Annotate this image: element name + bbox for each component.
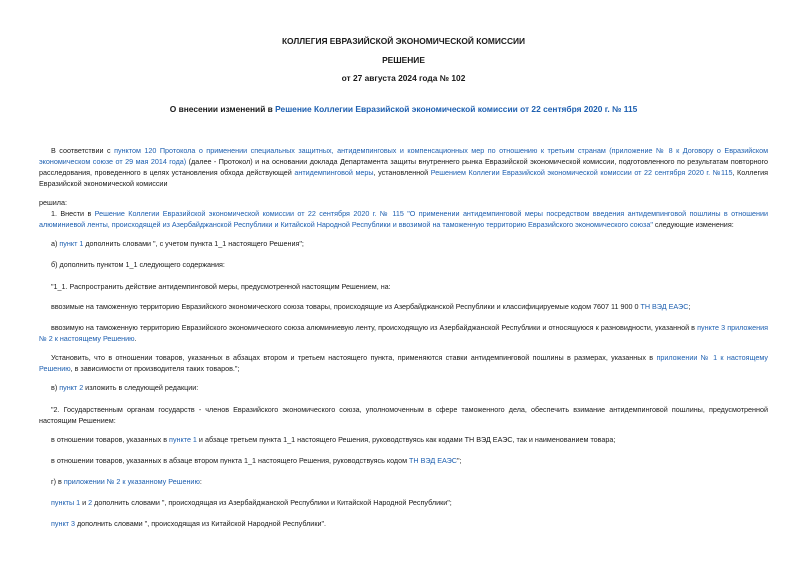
title-text: О внесении изменений в xyxy=(169,104,276,114)
appendix-1-link[interactable]: приложении № 1 к настоящему Решению xyxy=(39,353,768,373)
document-title xyxy=(0,104,807,115)
title-decision-link[interactable]: Решение Коллегии Евразийской экономической комиссии от 22 сентября 2020 г. № 115 xyxy=(275,104,638,114)
point-1-link[interactable]: пункт 1 xyxy=(59,239,84,248)
text: ввозимые на таможенную территорию Евразийского экономического союза товары, происходящие из Азербайджанской Республики и классифицируемые кодом 7607 11 900 0 xyxy=(51,302,641,311)
paragraph-rates xyxy=(39,352,768,374)
appendix-2-point-3-link[interactable]: пункте 3 приложения № 2 к настоящему Решению xyxy=(39,323,768,343)
paragraph-goods-code-only xyxy=(39,455,768,466)
text: , в зависимости от производителя таких товаров."; xyxy=(70,364,240,373)
text: в отношении товаров, указанных в абзаце втором пункта 1_1 настоящего Решения, руководствуясь кодом xyxy=(51,456,410,465)
paragraph-points-1-2 xyxy=(39,497,768,508)
paragraph-1-1: "1_1. Распространить действие антидемпинговой меры, предусмотренной настоящим Решением, на: xyxy=(51,282,391,291)
paragraph-preamble xyxy=(39,145,768,189)
antidumping-measure-link[interactable]: антидемпинговой меры xyxy=(294,168,374,177)
paragraph-goods-codes xyxy=(39,434,768,445)
paragraph-aluminum-tape xyxy=(39,322,768,344)
paragraph-point-3 xyxy=(39,518,768,529)
issuer-heading: КОЛЛЕГИЯ ЕВРАЗИЙСКОЙ ЭКОНОМИЧЕСКОЙ КОМИССИИ xyxy=(281,36,526,46)
paragraph-2: "2. Государственным органам государств - членов Евразийского экономического союза, уполномоченным в сфере таможенного дела, обеспечить взимание антидемпинговой пошлины, предусмотренной настоящим Решением: xyxy=(39,405,768,425)
decision-115-link[interactable]: Решением Коллегии Евразийской экономической комиссии от 22 сентября 2020 г. №115 xyxy=(430,168,733,177)
text: в) xyxy=(51,383,60,392)
paragraph-goods xyxy=(39,301,768,312)
text: , установленной xyxy=(373,168,431,177)
tnved-code-link[interactable]: ТН ВЭД ЕАЭС xyxy=(409,456,457,465)
point-1-ref-link[interactable]: пункте 1 xyxy=(169,435,197,444)
text: В соответствии с xyxy=(51,146,115,155)
text: в отношении товаров, указанных в xyxy=(51,435,170,444)
text: г) в xyxy=(51,477,64,486)
point-2-ref-link[interactable]: 2 xyxy=(88,498,93,507)
paragraph-resolved: решила: xyxy=(39,198,67,207)
text: и абзаце третьем пункта 1_1 настоящего Решения, руководствуясь как кодами ТН ВЭД ЕАЭС, так и наименованием товара; xyxy=(196,435,616,444)
text: "; xyxy=(457,456,462,465)
text: следующие изменения: xyxy=(652,220,734,229)
text: а) xyxy=(51,239,60,248)
protocol-link[interactable]: пунктом 120 Протокола о применении специальных защитных, антидемпинговых и компенсационных мер по отношению к третьим странам (приложение № 8 к Договору о Евразийском экономическом союзе от 29 мая 2014 года) xyxy=(39,146,769,166)
paragraph-g xyxy=(39,476,768,487)
text: дополнить словами ", происходящая из Азербайджанской Республики и Китайской Народной Республики"; xyxy=(92,498,452,507)
points-1-link[interactable]: пункты 1 xyxy=(51,498,81,507)
text: дополнить словами ", с учетом пункта 1_1 настоящего Решения"; xyxy=(83,239,304,248)
paragraph-a xyxy=(39,238,768,249)
text: 1. Внести в xyxy=(51,209,95,218)
text: ввозимую на таможенную территорию Евразийского экономического союза алюминиевую ленту, происходящую из Азербайджанской Республики и относящуюся к разновидности, указанной в xyxy=(51,323,698,332)
text: : xyxy=(199,477,202,486)
paragraph-1 xyxy=(39,208,768,230)
text: , Коллегия Евразийской экономической комиссии xyxy=(39,168,768,188)
text: Установить, что в отношении товаров, указанных в абзацах втором и третьем настоящего пункта, применяются ставки антидемпинговой пошлины в размерах, указанных в xyxy=(51,353,657,362)
document-date-number: от 27 августа 2024 года № 102 xyxy=(341,73,466,83)
paragraph-b: б) дополнить пунктом 1_1 следующего содержания: xyxy=(51,260,225,269)
text: ; xyxy=(688,302,691,311)
decision-115-full-link[interactable]: Решение Коллегии Евразийской экономической комиссии от 22 сентября 2020 г. № 115 "О применении антидемпинговой меры посредством введения антидемпинговой пошлины в отношении алюминиевой ленты, происходящей из Азербайджанской Республики и Китайской Народной Республики и ввозимой на таможенную территорию Евразийского экономического союза" xyxy=(39,209,768,229)
text: и xyxy=(80,498,89,507)
document-type: РЕШЕНИЕ xyxy=(382,55,425,65)
appendix-2-link[interactable]: приложении № 2 к указанному Решению xyxy=(63,477,200,486)
text: . xyxy=(134,334,137,343)
point-3-link[interactable]: пункт 3 xyxy=(51,519,75,528)
text: изложить в следующей редакции: xyxy=(83,383,199,392)
text: (далее - Протокол) и на основании доклада Департамента защиты внутреннего рынка Евразийской экономической комиссии, подготовленного по результатам повторного расследования, проведенного в целях установления обхода действующей xyxy=(39,157,768,177)
paragraph-v xyxy=(39,382,768,393)
text: дополнить словами ", происходящая из Китайской Народной Республики". xyxy=(74,519,327,528)
tnved-link[interactable]: ТН ВЭД ЕАЭС xyxy=(640,302,689,311)
point-2-link[interactable]: пункт 2 xyxy=(59,383,84,392)
